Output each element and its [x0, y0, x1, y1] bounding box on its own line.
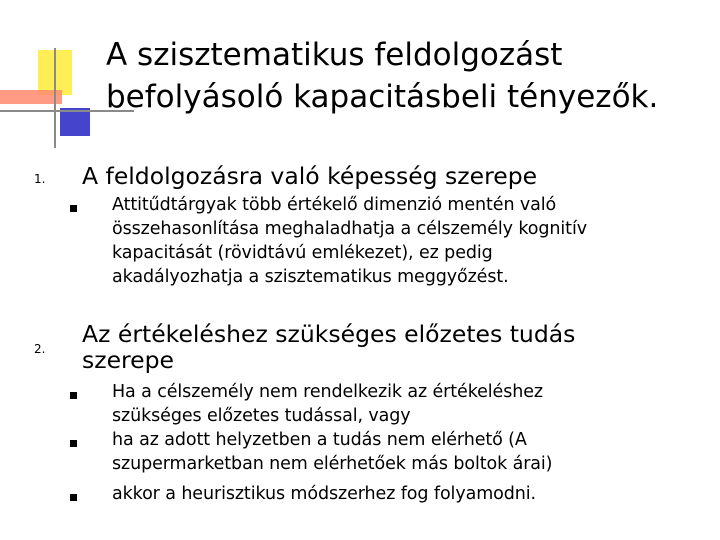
- slide-title-line-2: befolyásoló kapacitásbeli tényezők.: [106, 79, 659, 115]
- bullet-line: ha az adott helyzetben a tudás nem elérhető (A: [112, 430, 527, 450]
- decor-red-bar: [0, 90, 62, 104]
- bullet-marker: [70, 205, 77, 212]
- section-1-heading: A feldolgozásra való képesség szerepe: [82, 162, 538, 190]
- bullet-line: Attitűdtárgyak több értékelő dimenzió mentén való: [112, 195, 557, 215]
- bullet-marker: [70, 494, 77, 501]
- bullet-line: Ha a célszemély nem rendelkezik az értékeléshez: [112, 382, 543, 402]
- decor-vertical-line: [54, 48, 56, 148]
- bullet-marker: [70, 392, 77, 399]
- section-2-heading-line-2: szerepe: [82, 346, 175, 374]
- section-2-heading: [82, 321, 575, 373]
- bullet-line: összehasonlítása meghaladhatja a célszemély kognitív: [112, 219, 587, 239]
- bullet-line: szupermarketban nem elérhetőek más boltok árai): [112, 454, 553, 474]
- bullet-marker: [70, 440, 77, 447]
- section-2-number: 2.: [34, 342, 46, 356]
- bullet-line: szükséges előzetes tudással, vagy: [112, 406, 411, 426]
- decor-blue-square: [60, 108, 90, 136]
- bullet-line: akadályozhatja a szisztematikus meggyőzést.: [112, 267, 509, 287]
- bullet-line: kapacitását (rövidtávú emlékezet), ez pedig: [112, 243, 493, 263]
- section-1-number: 1.: [34, 172, 46, 186]
- section-2-heading-line-1: Az értékeléshez szükséges előzetes tudás: [82, 320, 576, 348]
- section-1-bullet-1: [112, 193, 587, 289]
- slide-title-line-1: A szisztematikus feldolgozást: [106, 37, 563, 73]
- section-2-bullet-3: [112, 482, 536, 506]
- bullet-line: akkor a heurisztikus módszerhez fog folyamodni.: [112, 484, 536, 504]
- slide-title: [106, 34, 658, 118]
- section-2-bullet-1: [112, 380, 543, 428]
- section-2-bullet-2: [112, 428, 552, 476]
